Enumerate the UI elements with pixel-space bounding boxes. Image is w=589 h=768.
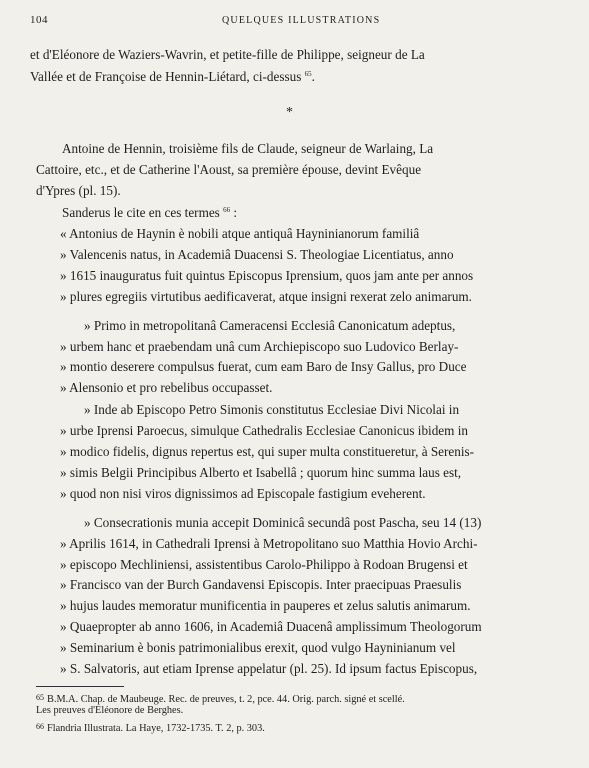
quote-line-3: » 1615 inauguratus fuit quintus Episcopus Iprensium, quos jam ante per annos [60,267,474,283]
section-separator: * [286,105,293,121]
quote-line-11: » modico fidelis, dignus repertus est, qui super multa constitueretur, à Serenis- [60,443,475,459]
quote-line-6: » urbem hanc et praebendam unâ cum Archiepiscopo suo Ludovico Berlay- [60,338,459,354]
paragraph-antoine-line-1: Antoine de Hennin, troisième fils de Claude, seigneur de Warlaing, La [62,141,434,157]
footnote-66 [36,720,265,735]
footnote-ref-66: 66 [223,206,231,215]
quote-line-8: » Alensonio et pro rebelibus occupasset. [60,380,273,396]
intro-line-2 [30,68,315,86]
intro-line-2-text: Vallée et de Françoise de Hennin-Liétard, ci-dessus [30,68,302,84]
intro-line-1: et d'Eléonore de Waziers-Wavrin, et petite-fille de Philippe, seigneur de La [30,47,425,62]
quote-line-4: » plures egregiis virtutibus aedificaverat, atque insigni rexerat zelo animarum. [60,288,472,304]
footnote-65-continued: Les preuves d'Eléonore de Berghes. [36,705,184,716]
quote-line-10: » urbe Iprensi Paroecus, simulque Cathedralis Ecclesiae Canonicus ibidem in [60,423,468,439]
quote-line-2: » Valencenis natus, in Academiâ Duacensi S. Theologiae Licentiatus, anno [60,246,454,262]
intro-line-2-end: . [311,68,315,84]
paragraph-antoine-line-2: Cattoire, etc., et de Catherine l'Aoust, sa première épouse, devint Evêque [36,162,422,178]
quote-line-5: » Primo in metropolitanâ Cameracensi Ecclesiâ Canonicatum adeptus, [84,317,456,333]
quote-line-20: » Seminarium è bonis patrimonialibus erexit, quod vulgo Hayninianum vel [60,640,456,656]
running-title: QUELQUES ILLUSTRATIONS [222,15,381,26]
quote-line-19: » Quaepropter ab anno 1606, in Academiâ Duacenâ amplissimum Theologorum [60,619,482,635]
quote-line-16: » episcopo Mechliniensi, assistentibus Carolo-Philippo à Rodoan Brugensi et [60,556,468,572]
sanderus-end: : [230,205,238,221]
quote-line-18: » hujus laudes memoratur munificentia in pauperes et zelus salutis animarum. [60,598,471,614]
page-number: 104 [30,14,48,26]
quote-line-13: » quod non nisi viros dignissimos ad Episcopale fastigium eveherent. [60,485,426,501]
footnote-65-text: B.M.A. Chap. de Maubeuge. Rec. de preuves, t. 2, pce. 44. Orig. parch. signé et scellé. [47,694,405,705]
sanderus-line [62,204,237,222]
footnote-divider [36,686,124,687]
quote-line-14: » Consecrationis munia accepit Dominicâ secundâ post Pascha, seu 14 (13) [84,514,482,530]
paragraph-antoine-line-3: d'Ypres (pl. 15). [36,183,121,199]
footnote-66-text: Flandria Illustrata. La Haye, 1732-1735. T. 2, p. 303. [47,723,265,734]
quote-line-1: « Antonius de Haynin è nobili atque antiquâ Hayninianorum familiâ [60,225,420,241]
quote-line-9: » Inde ab Episcopo Petro Simonis constitutus Ecclesiae Divi Nicolai in [84,402,460,418]
quote-line-21: » S. Salvatoris, aut etiam Iprense appelatur (pl. 25). Id ipsum factus Episcopus, [60,661,478,676]
footnote-65-number: 65 [36,693,44,702]
quote-line-17: » Francisco van der Burch Gandavensi Episcopis. Inter praecipuas Praesulis [60,577,462,593]
sanderus-text: Sanderus le cite en ces termes [62,205,220,221]
quote-line-15: » Aprilis 1614, in Cathedrali Iprensi à Metropolitano suo Matthia Hovio Archi- [60,535,478,551]
quote-line-7: » montio deserere compulsus fuerat, cum eam Baro de Insy Gallus, pro Duce [60,359,467,375]
footnote-ref-65: 65 [304,69,312,78]
quote-line-12: » simis Belgii Principibus Alberto et Isabellâ ; quorum hinc summa laus est, [60,464,462,480]
footnote-66-number: 66 [36,722,44,731]
